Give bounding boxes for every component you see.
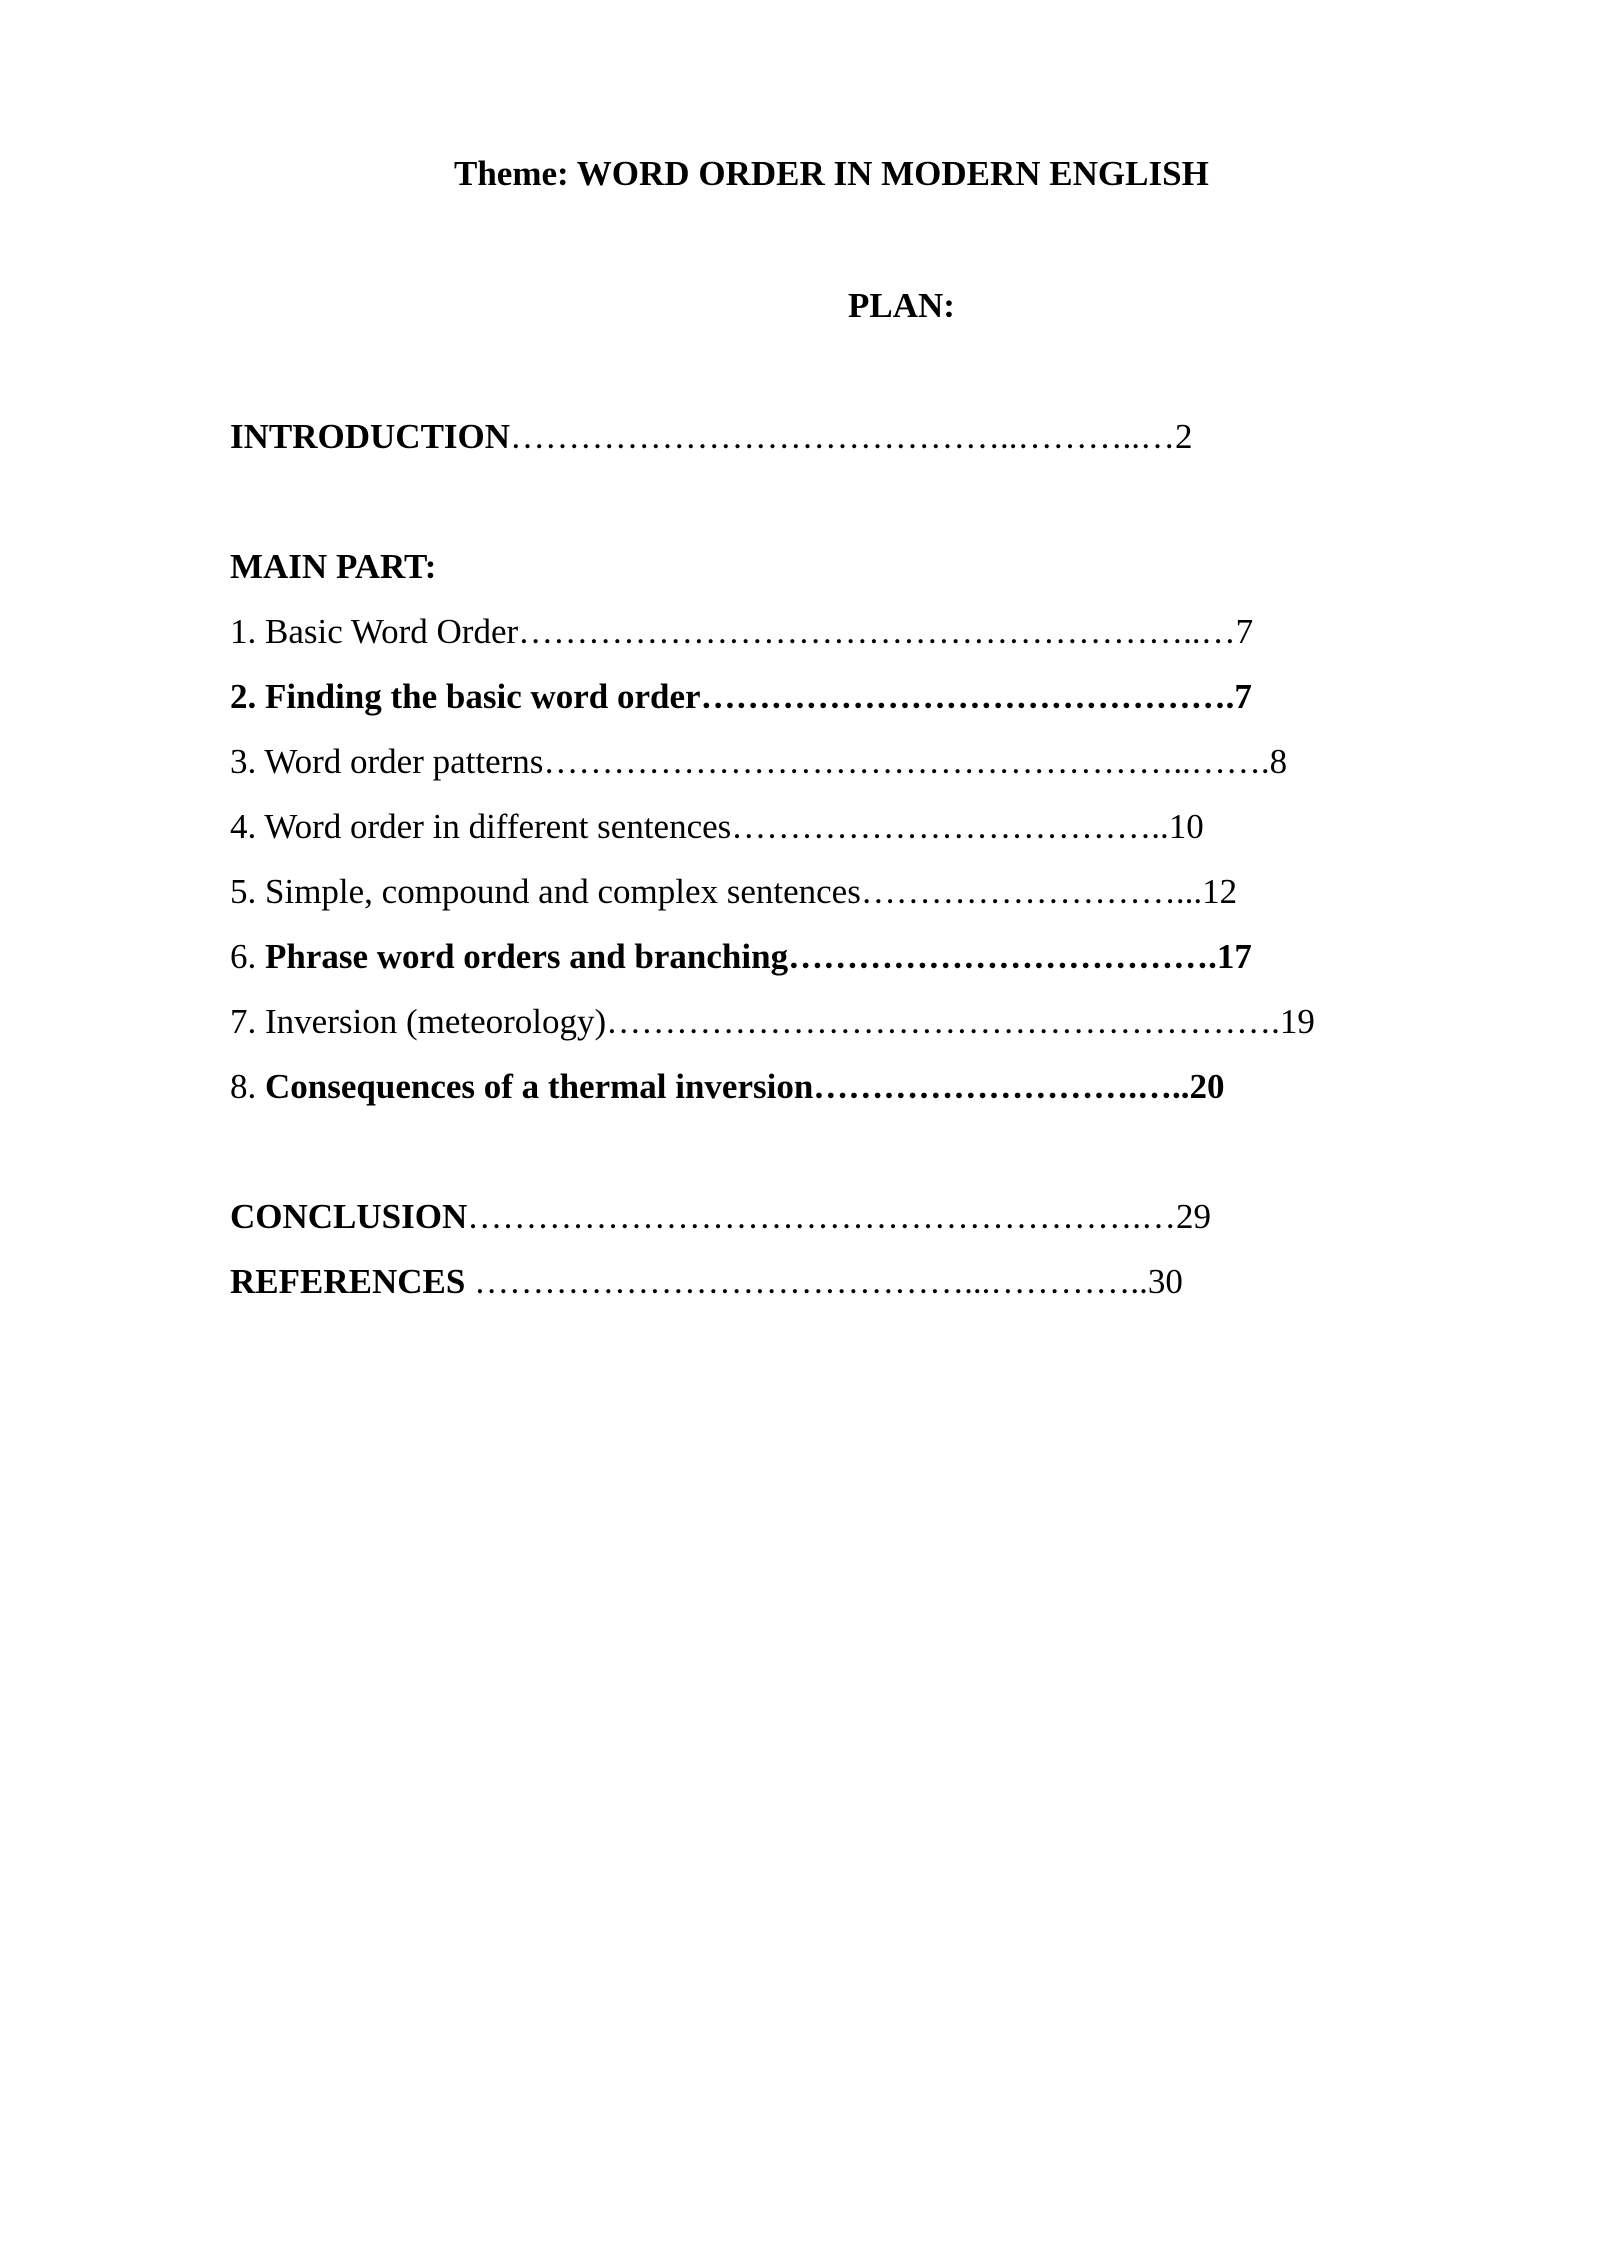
toc-leader-references: ……………………………………...…………..30: [465, 1262, 1183, 1301]
toc-label-references: REFERENCES: [230, 1262, 466, 1301]
toc-number: 2.: [230, 677, 265, 716]
toc-text: Finding the basic word order……………………………………….7: [265, 677, 1252, 716]
toc-text: Word order patterns………………………………………………..…….8: [264, 742, 1288, 781]
toc-entry-8: [230, 1065, 1225, 1109]
toc-entry-introduction: [230, 415, 1193, 459]
main-part-heading: MAIN PART:: [230, 547, 437, 586]
toc-text: Phrase word orders and branching……………………………….17: [265, 937, 1252, 976]
toc-number: 5.: [230, 872, 265, 911]
toc-text: Simple, compound and complex sentences………………………...12: [265, 872, 1238, 911]
theme-title: Theme: WORD ORDER IN MODERN ENGLISH: [454, 154, 1209, 193]
toc-entry-5: [230, 870, 1237, 914]
toc-entry-2: [230, 675, 1252, 719]
toc-text: Basic Word Order…………………………………………………..…7: [265, 612, 1254, 651]
toc-entry-3: [230, 740, 1287, 784]
toc-entry-references: [230, 1260, 1183, 1304]
toc-text: Word order in different sentences………………………………..10: [264, 807, 1204, 846]
toc-leader-conclusion: ………………………………………………….…29: [467, 1197, 1212, 1236]
toc-entry-conclusion: [230, 1195, 1211, 1239]
toc-entry-7: [230, 1000, 1315, 1044]
toc-entry-1: [230, 610, 1253, 654]
toc-number: 6.: [230, 937, 265, 976]
plan-heading: PLAN:: [848, 286, 955, 325]
toc-number: 7.: [230, 1002, 265, 1041]
toc-text: Inversion (meteorology)………………………………………………….19: [265, 1002, 1315, 1041]
toc-number: 3.: [230, 742, 265, 781]
toc-label-conclusion: CONCLUSION: [230, 1197, 468, 1236]
toc-entry-6: [230, 935, 1252, 979]
toc-number: 1.: [230, 612, 265, 651]
toc-entry-4: [230, 805, 1204, 849]
toc-number: 8.: [230, 1067, 265, 1106]
toc-label-introduction: INTRODUCTION: [230, 417, 511, 456]
toc-leader-introduction: ……………………………………..………..…2: [510, 417, 1193, 456]
toc-number: 4.: [230, 807, 265, 846]
toc-text: Consequences of a thermal inversion……………………….…..20: [265, 1067, 1225, 1106]
